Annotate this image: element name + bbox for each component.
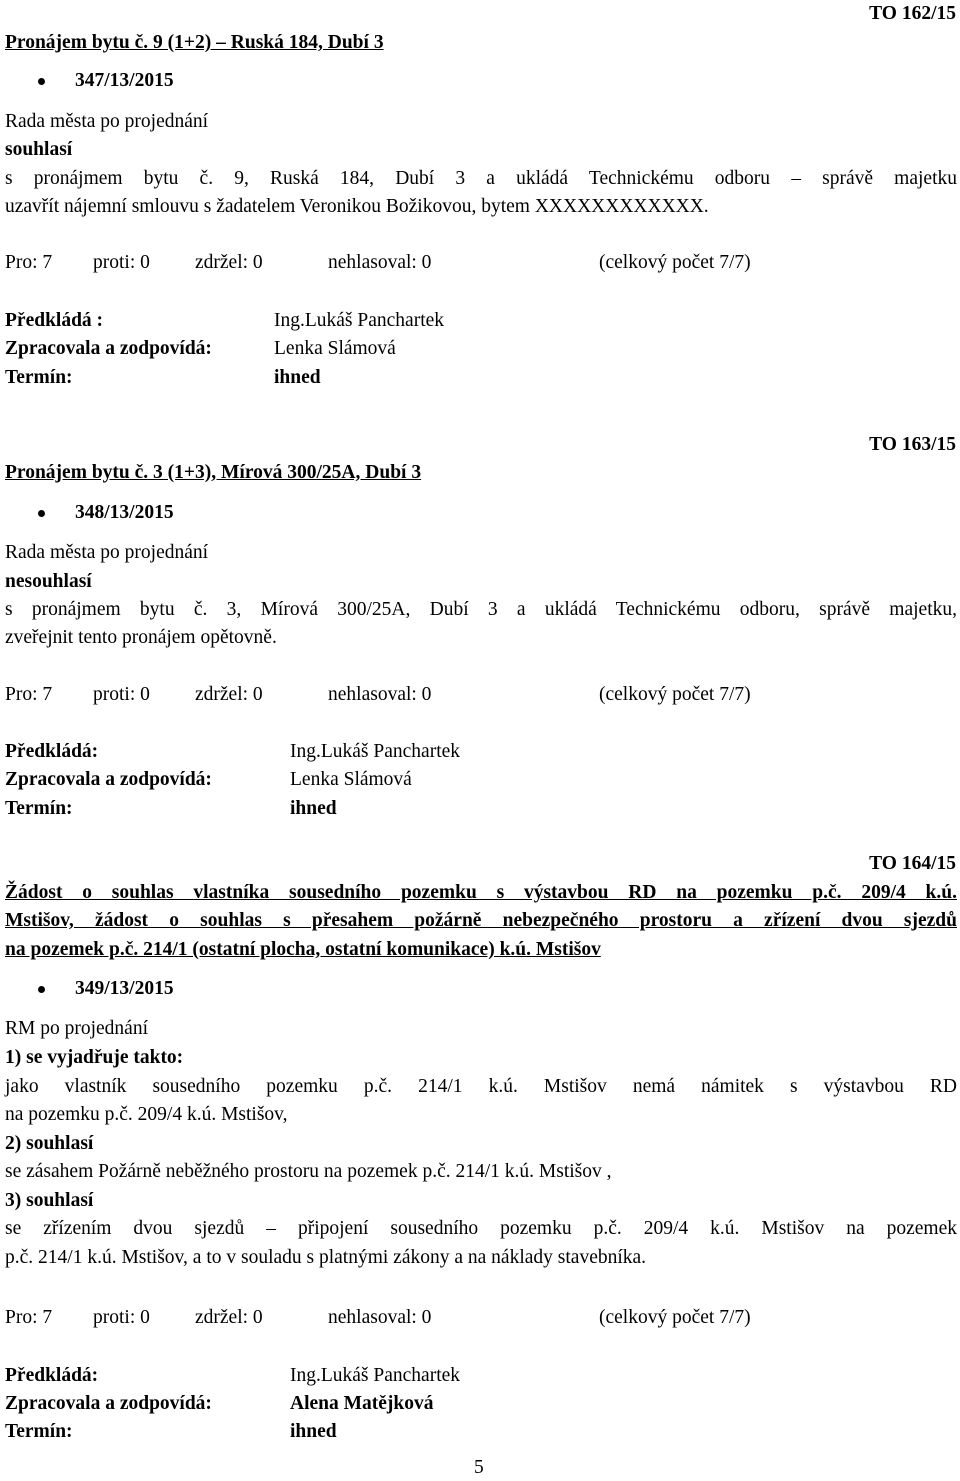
vote-total: (celkový počet 7/7): [599, 1307, 751, 1328]
presenter-name: Ing.Lukáš Panchartek: [290, 741, 461, 762]
resolution-text-line: uzavřít nájemní smlouvu s žadatelem Veronikou Božikovou, bytem XXXXXXXXXXXX.: [5, 196, 709, 217]
item-code: TO 164/15: [869, 853, 956, 874]
vote-pro: Pro: 7: [5, 684, 53, 705]
point-text-line: se zásahem Požárně neběžného prostoru na pozemek p.č. 214/1 k.ú. Mstišov ,: [5, 1161, 612, 1182]
decision-verb: souhlasí: [5, 139, 73, 160]
resolution-text-line: zveřejnit tento pronájem opětovně.: [5, 627, 277, 648]
vote-total: (celkový počet 7/7): [599, 684, 751, 705]
item-code: TO 162/15: [869, 3, 956, 24]
presenter-label: Předkládá:: [5, 1365, 99, 1386]
responsible-name: Lenka Slámová: [274, 338, 396, 359]
decision-verb: nesouhlasí: [5, 571, 92, 592]
resolution-text-line: s pronájmem bytu č. 3, Mírová 300/25A, Dubí 3 a ukládá Technickému odboru, správě majetku,: [5, 599, 957, 620]
bullet-icon: [38, 510, 45, 517]
point-heading: 2) souhlasí: [5, 1133, 94, 1154]
resolution-number: 348/13/2015: [75, 502, 174, 523]
item-title-line: na pozemek p.č. 214/1 (ostatní plocha, ostatní komunikace) k.ú. Mstišov: [5, 939, 601, 960]
vote-nehlasoval: nehlasoval: 0: [328, 684, 432, 705]
item-code: TO 163/15: [869, 434, 956, 455]
bullet-icon: [38, 986, 45, 993]
deadline-value: ihned: [290, 798, 337, 819]
intro-text: Rada města po projednání: [5, 111, 209, 132]
item-title: Pronájem bytu č. 3 (1+3), Mírová 300/25A, Dubí 3: [5, 462, 422, 483]
deadline-value: ihned: [290, 1421, 337, 1442]
item-title: Pronájem bytu č. 9 (1+2) – Ruská 184, Dubí 3: [5, 32, 384, 53]
resolution-text-line: s pronájmem bytu č. 9, Ruská 184, Dubí 3 a ukládá Technickému odboru – správě majetku: [5, 168, 957, 189]
point-text-line: se zřízením dvou sjezdů – připojení sousedního pozemku p.č. 209/4 k.ú. Mstišov na pozemek: [5, 1218, 957, 1239]
point-heading: 3) souhlasí: [5, 1190, 94, 1211]
vote-proti: proti: 0: [93, 1307, 150, 1328]
vote-proti: proti: 0: [93, 684, 150, 705]
responsible-label: Zpracovala a zodpovídá:: [5, 338, 212, 359]
presenter-label: Předkládá:: [5, 741, 99, 762]
item-title-line: Mstišov, žádost o souhlas s přesahem požárně nebezpečného prostoru a zřízení dvou sjezdů: [5, 910, 957, 931]
vote-zdrzel: zdržel: 0: [195, 1307, 263, 1328]
bullet-icon: [38, 78, 45, 85]
intro-text: Rada města po projednání: [5, 542, 209, 563]
page-number: 5: [474, 1457, 484, 1478]
vote-proti: proti: 0: [93, 252, 150, 273]
responsible-name: Alena Matějková: [290, 1393, 434, 1414]
point-text-line: p.č. 214/1 k.ú. Mstišov, a to v souladu s platnými zákony a na náklady stavebníka.: [5, 1247, 647, 1268]
item-title-line: Žádost o souhlas vlastníka sousedního pozemku s výstavbou RD na pozemku p.č. 209/4 k.ú.: [5, 882, 957, 903]
point-text-line: na pozemku p.č. 209/4 k.ú. Mstišov,: [5, 1104, 288, 1125]
intro-text: RM po projednání: [5, 1018, 148, 1039]
presenter-label: Předkládá :: [5, 310, 104, 331]
vote-nehlasoval: nehlasoval: 0: [328, 1307, 432, 1328]
vote-pro: Pro: 7: [5, 1307, 53, 1328]
point-heading: 1) se vyjadřuje takto:: [5, 1047, 184, 1068]
resolution-number: 347/13/2015: [75, 70, 174, 91]
deadline-label: Termín:: [5, 1421, 73, 1442]
deadline-label: Termín:: [5, 367, 73, 388]
responsible-label: Zpracovala a zodpovídá:: [5, 1393, 212, 1414]
vote-nehlasoval: nehlasoval: 0: [328, 252, 432, 273]
deadline-label: Termín:: [5, 798, 73, 819]
vote-pro: Pro: 7: [5, 252, 53, 273]
responsible-label: Zpracovala a zodpovídá:: [5, 769, 212, 790]
resolution-number: 349/13/2015: [75, 978, 174, 999]
point-text-line: jako vlastník sousedního pozemku p.č. 214/1 k.ú. Mstišov nemá námitek s výstavbou RD: [5, 1076, 957, 1097]
vote-zdrzel: zdržel: 0: [195, 684, 263, 705]
vote-zdrzel: zdržel: 0: [195, 252, 263, 273]
deadline-value: ihned: [274, 367, 321, 388]
responsible-name: Lenka Slámová: [290, 769, 412, 790]
vote-total: (celkový počet 7/7): [599, 252, 751, 273]
presenter-name: Ing.Lukáš Panchartek: [274, 310, 445, 331]
presenter-name: Ing.Lukáš Panchartek: [290, 1365, 461, 1386]
